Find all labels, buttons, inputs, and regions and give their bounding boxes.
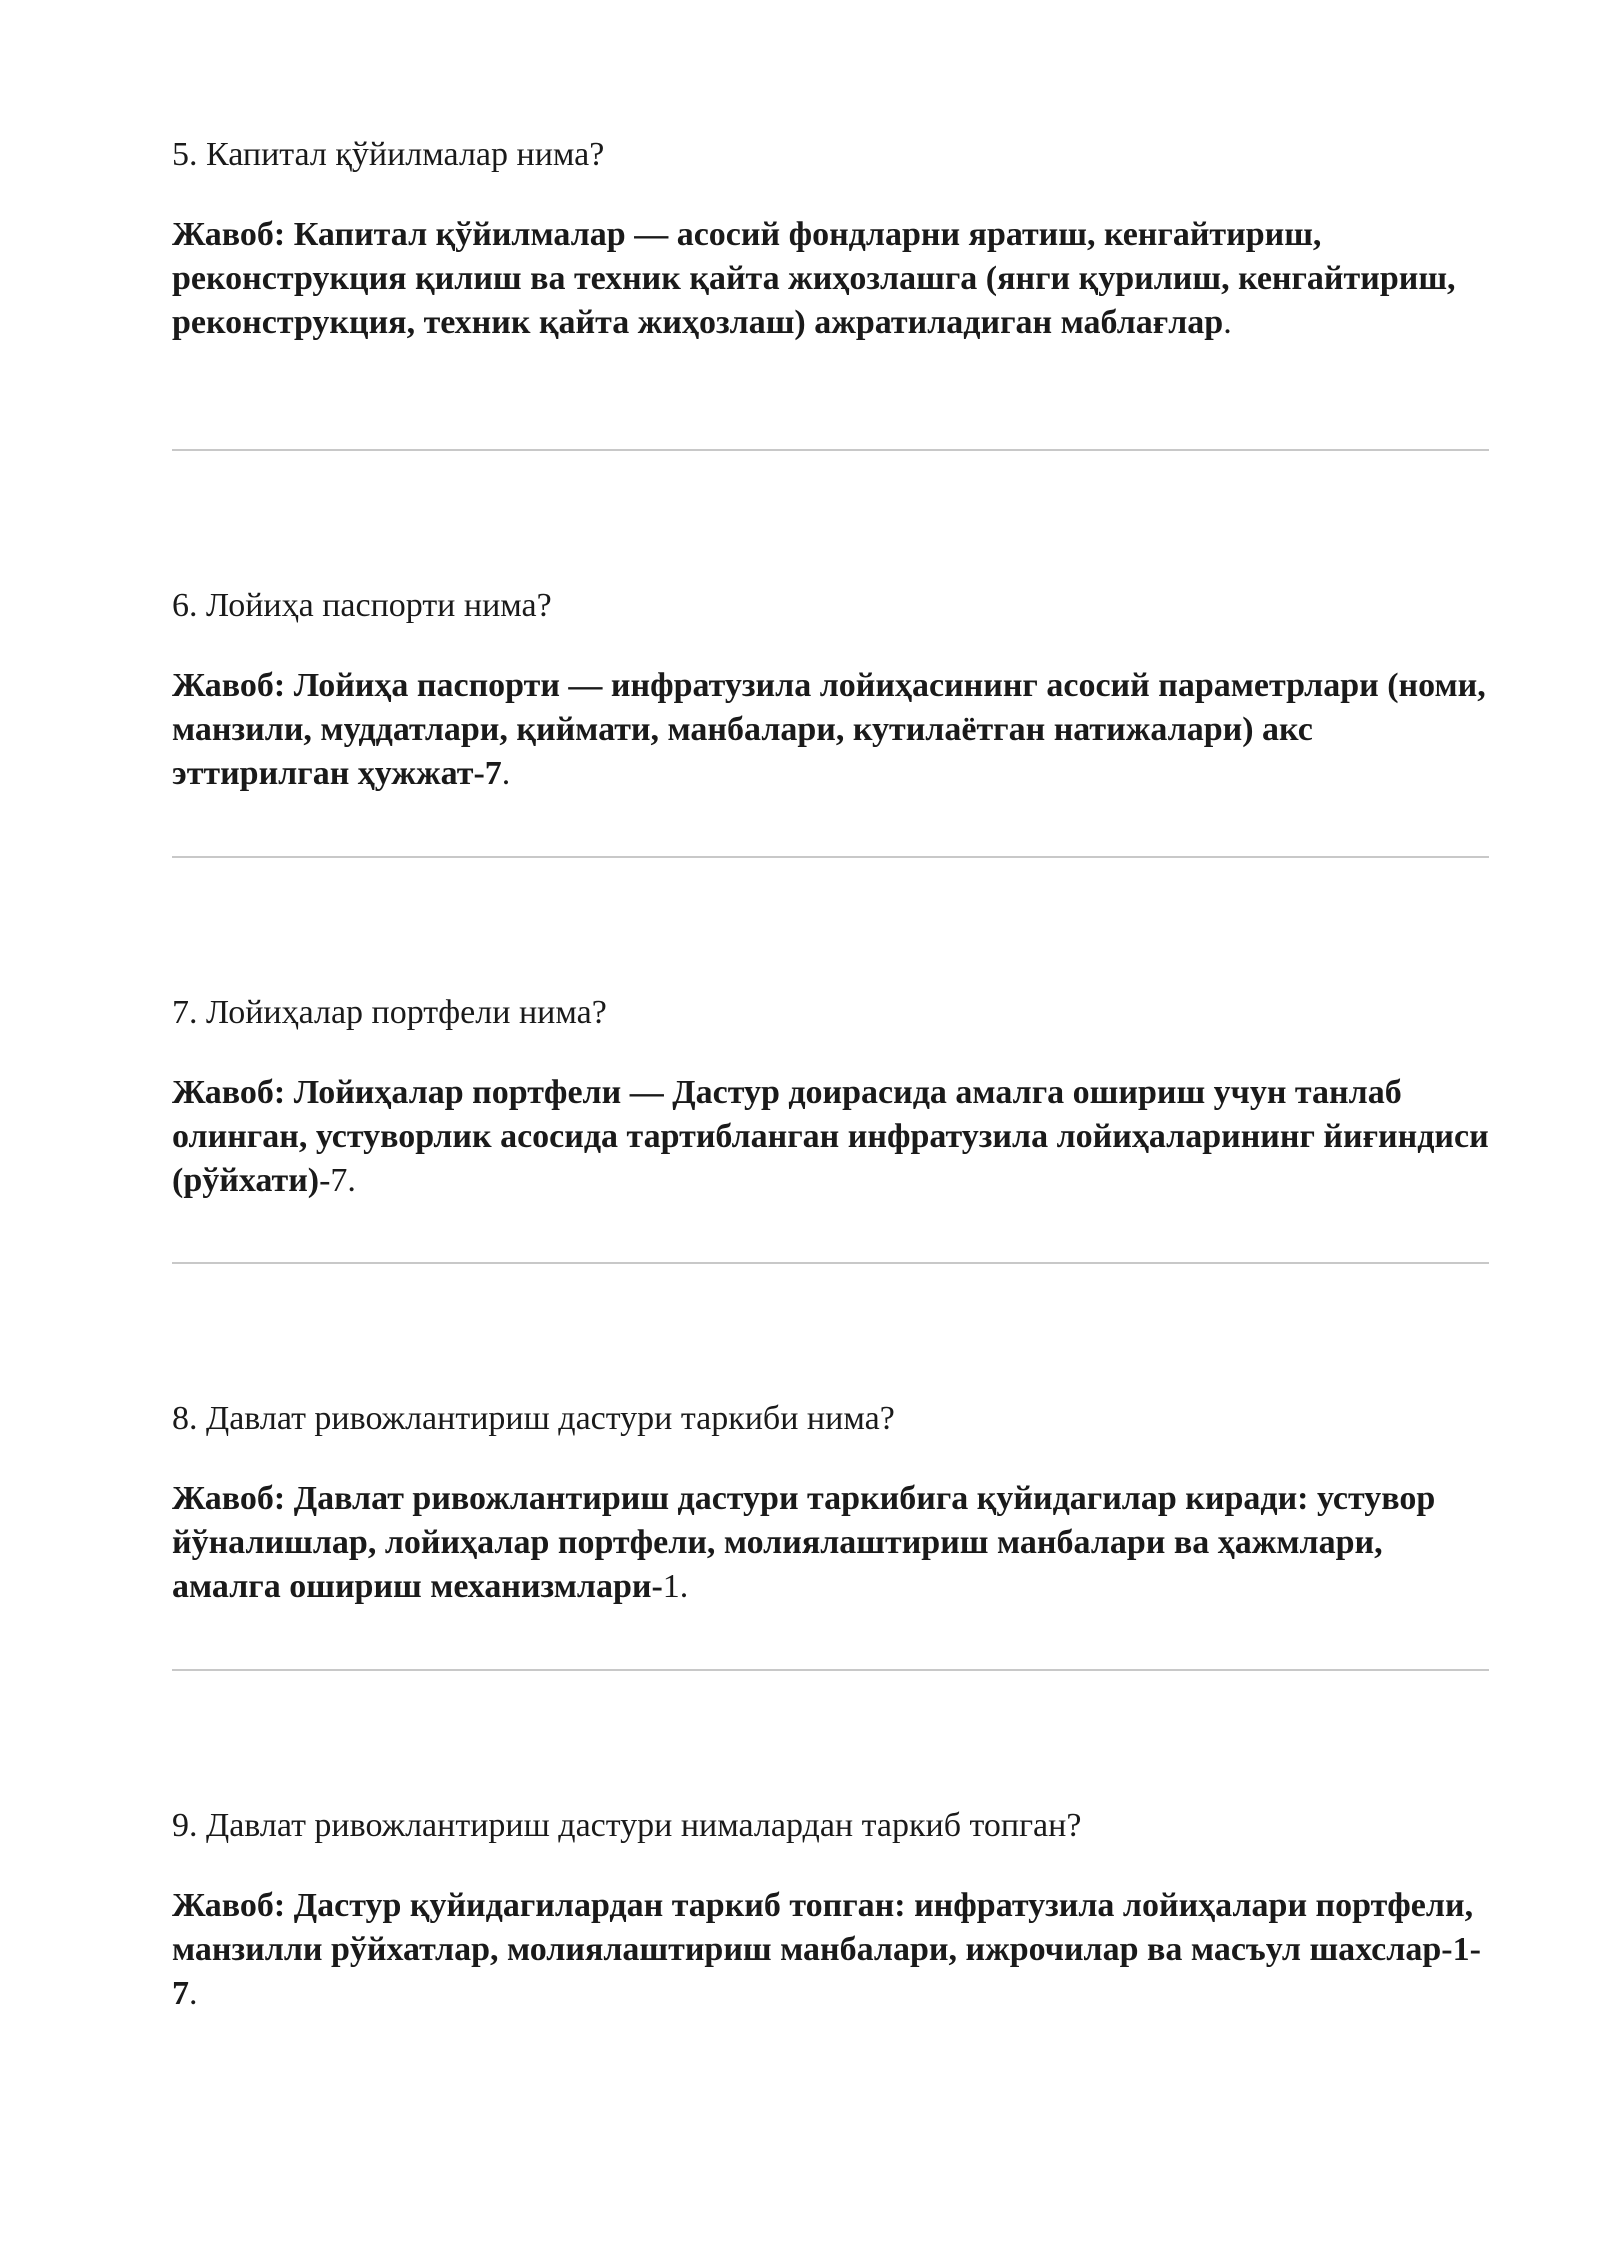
- answer-tail: .: [1223, 304, 1232, 341]
- question-text: 9. Давлат ривожлантириш дастури нималардан таркиб топган?: [172, 1807, 1082, 1844]
- answer-tail: 1.: [662, 1568, 689, 1605]
- qa-item-9: [172, 1804, 1492, 2016]
- question-text: 8. Давлат ривожлантириш дастури таркиби нима?: [172, 1400, 895, 1437]
- answer-text: [172, 1071, 1492, 1203]
- answer-tail: .: [189, 1975, 198, 2012]
- question-text: 7. Лойиҳалар портфели нима?: [172, 994, 607, 1031]
- answer-tail: -7.: [319, 1162, 356, 1199]
- question-text: 6. Лойиҳа паспорти нима?: [172, 587, 552, 624]
- answer-text: [172, 1477, 1492, 1609]
- question-text: 5. Капитал қўйилмалар нима?: [172, 136, 605, 173]
- section-divider: [172, 856, 1489, 858]
- answer-bold: Жавоб: Капитал қўйилмалар — асосий фондларни яратиш, кенгайтириш, реконструкция қилиш ва техник қайта жиҳозлашга (янги қурилиш, кенгайтириш, реконструкция, техник қайта жиҳозлаш) ажратиладиган маблағлар: [172, 216, 1456, 341]
- answer-text: [172, 1884, 1492, 2016]
- answer-text: [172, 664, 1492, 796]
- answer-text: [172, 213, 1492, 345]
- qa-item-6: [172, 584, 1492, 796]
- answer-bold: Жавоб: Давлат ривожлантириш дастури таркибига қуйидагилар киради: устувор йўналишлар, лойиҳалар портфели, молиялаштириш манбалари ва ҳажмлари, амалга ошириш механизмлари-: [172, 1480, 1436, 1605]
- answer-bold: Жавоб: Лойиҳалар портфели — Дастур доирасида амалга ошириш учун танлаб олинган, устуворлик асосида тартибланган инфратузила лойиҳаларининг йиғиндиси (рўйхати): [172, 1074, 1489, 1199]
- section-divider: [172, 449, 1489, 451]
- qa-item-7: [172, 991, 1492, 1203]
- section-divider: [172, 1669, 1489, 1671]
- section-divider: [172, 1262, 1489, 1264]
- answer-bold: Жавоб: Дастур қуйидагилардан таркиб топган: инфратузила лойиҳалари портфели, манзилли рўйхатлар, молиялаштириш манбалари, ижрочилар ва масъул шахслар-1-7: [172, 1887, 1481, 2012]
- answer-bold: Жавоб: Лойиҳа паспорти — инфратузила лойиҳасининг асосий параметрлари (номи, манзили, муддатлари, қиймати, манбалари, кутилаётган натижалари) акс эттирилган ҳужжат-7: [172, 667, 1486, 792]
- qa-item-5: [172, 133, 1492, 345]
- answer-tail: .: [501, 755, 511, 792]
- qa-item-8: [172, 1397, 1492, 1609]
